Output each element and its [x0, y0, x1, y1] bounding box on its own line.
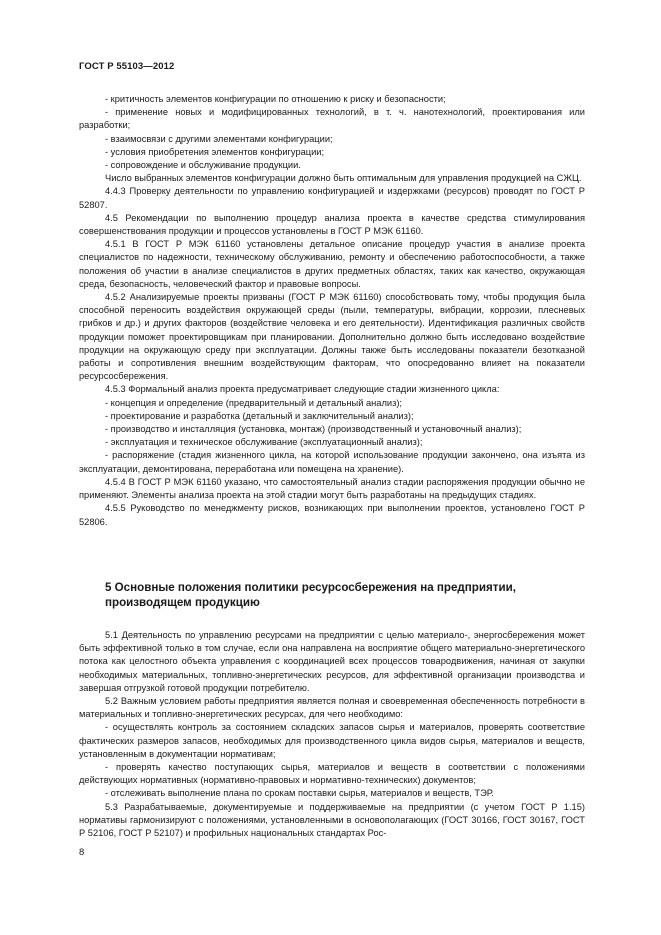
paragraph: - осуществлять контроль за состоянием складских запасов сырья и материалов, проверять соответствие фактических размеров запасов, необходимых для производственного цикла видов сырья, материалов и веществ, установленным в документации нормативам;	[79, 722, 585, 759]
paragraph: - концепция и определение (предварительный и детальный анализ);	[105, 397, 403, 408]
body-text-bottom	[79, 629, 585, 840]
paragraph: - производство и инсталляция (установка, монтаж) (производственный и установочный анализ);	[105, 424, 522, 435]
paragraph: - отслеживать выполнение плана по срокам поставки сырья, материалов и веществ, ТЭР.	[105, 788, 494, 799]
section-heading: 5 Основные положения политики ресурсосбережения на предприятии, производящем продукцию	[105, 581, 516, 609]
paragraph: 4.5.2 Анализируемые проекты призваны (ГОСТ Р МЭК 61160) способствовать тому, чтобы продукция была способной переносить воздействия окружающей среды (пыли, температуры, вибрации, коррозии, плесневых грибков и др.) и других факторов (воздействие человека и его деятельности). Идентификация различных свойств продукции поможет проектировщикам при планировании. Дополнительно должно быть исследовано воздействие продукции на окружающую среду при эксплуатации. Должны также быть исследованы показатели безотказной работы и сопротивления внешним воздействующим факторам, что опосредованно влияет на показатели ресурсосбережения.	[79, 292, 585, 382]
page-number: 8	[79, 847, 85, 858]
paragraph: 4.5.1 В ГОСТ Р МЭК 61160 установлены детальное описание процедур участия в анализе проекта специалистов по надежности, техническому обслуживанию, ремонту и обеспечению работоспособности, а также положения об участии в анализе специалистов в других предметных областях, таких как качество, окружающая среда, безопасность, человеческий фактор и правовые вопросы.	[79, 239, 585, 289]
paragraph: 5.3 Разрабатываемые, документируемые и поддерживаемые на предприятии (с учетом ГОСТ Р 1.15) нормативы гармонизируют с положениями, установленными в основополагающих (ГОСТ 30166, ГОСТ 30167, ГОСТ Р 52106, ГОСТ Р 52107) и профильных национальных стандартах Рос-	[79, 801, 585, 839]
paragraph: 4.5.3 Формальный анализ проекта предусматривает следующие стадии жизненного цикла:	[105, 384, 500, 395]
document-code-header: ГОСТ Р 55103—2012	[79, 61, 175, 72]
paragraph: - проектирование и разработка (детальный и заключительный анализ);	[105, 410, 414, 421]
paragraph: - распоряжение (стадия жизненного цикла, на которой использование продукции закончено, она изъята из эксплуатации, демонтирована, переработана или помещена на хранение).	[79, 450, 585, 474]
paragraph: 4.5.5 Руководство по менеджменту рисков, возникающих при выполнении проектов, установлено ГОСТ Р 52806.	[79, 503, 585, 527]
paragraph: - эксплуатация и техническое обслуживание (эксплуатационный анализ);	[105, 437, 423, 448]
paragraph: - условия приобретения элементов конфигурации;	[105, 146, 325, 157]
paragraph: - взаимосвязи с другими элементами конфигурации;	[105, 133, 333, 144]
paragraph: 4.4.3 Проверку деятельности по управлению конфигурацией и издержками (ресурсов) проводят по ГОСТ Р 52807.	[79, 186, 585, 210]
paragraph: 5.1 Деятельность по управлению ресурсами на предприятии с целью материало-, энергосбережения может быть эффективной только в том случае, если она направлена на восприятие общего материально-энергетического потока как целостного объекта управления с координацией всех процессов товародвижения, начиная от закупки необходимых материальных, топливно-энергетических ресурсов, для эффективной организации производства и завершая отгрузкой готовой продукции потребителю.	[79, 630, 585, 693]
paragraph: 4.5 Рекомендации по выполнению процедур анализа проекта в качестве средства стимулирования совершенствования продукции и процессов установлены в ГОСТ Р МЭК 61160.	[79, 212, 585, 237]
paragraph: - применение новых и модифицированных технологий, в т. ч. нанотехнологий, проектирования или разработки;	[79, 107, 585, 131]
paragraph: 4.5.4 В ГОСТ Р МЭК 61160 указано, что самостоятельный анализ стадии распоряжения продукции обычно не применяют. Элементы анализа проекта на этой стадии могут быть разработаны на предыдущих стадиях.	[79, 476, 585, 501]
paragraph: - проверять качество поступающих сырья, материалов и веществ в соответствии с положениями действующих нормативных (нормативно-правовых и нормативно-технических) документов;	[79, 762, 585, 786]
paragraph: - критичность элементов конфигурации по отношению к риску и безопасности;	[105, 94, 446, 104]
paragraph: - сопровождение и обслуживание продукции.	[105, 160, 301, 171]
body-text-top	[79, 93, 585, 529]
paragraph: 5.2 Важным условием работы предприятия является полная и своевременная обеспеченность потребности в материальных и топливно-энергетических ресурсах, для чего необходимо:	[79, 696, 585, 720]
paragraph: Число выбранных элементов конфигурации должно быть оптимальным для управления продукцией на СЖЦ.	[105, 173, 582, 184]
